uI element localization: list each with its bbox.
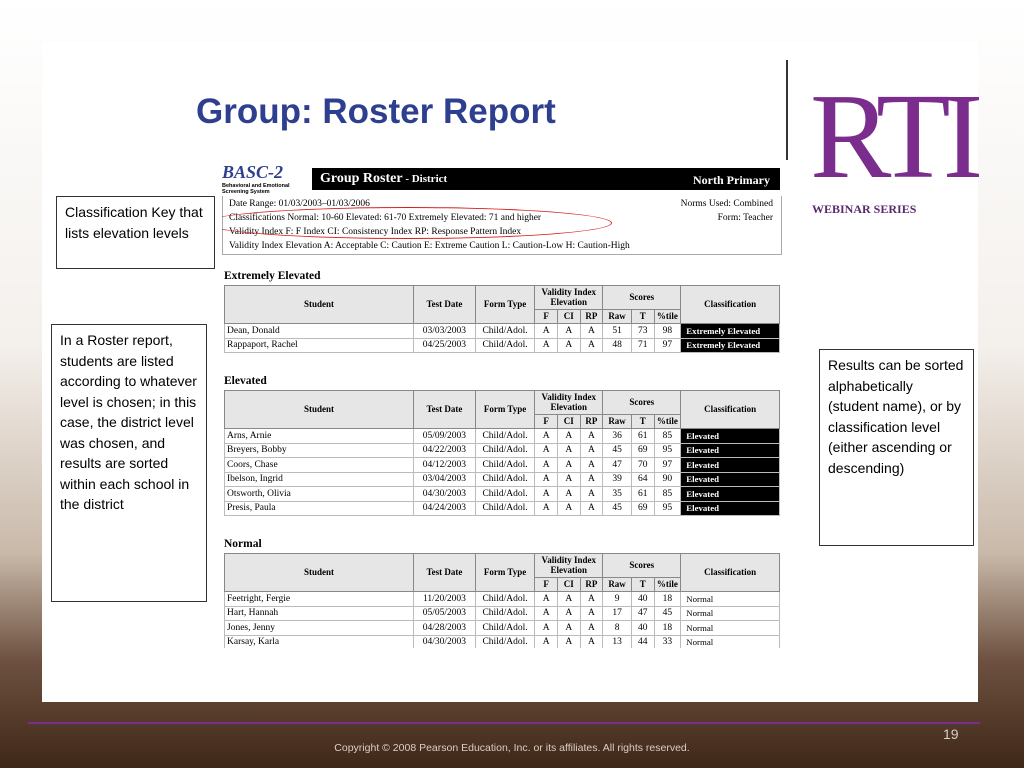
validity-ci: A	[557, 443, 580, 458]
validity-f: A	[535, 458, 558, 473]
page-number: 19	[943, 726, 959, 742]
table-header-row	[225, 554, 780, 578]
classification-badge: Normal	[681, 635, 780, 648]
validity-ci: A	[557, 501, 580, 516]
score-t: 69	[631, 501, 654, 516]
score-t: 64	[631, 472, 654, 487]
score-percentile: 18	[654, 592, 681, 607]
student-name: Rappaport, Rachel	[225, 338, 414, 353]
form-type: Child/Adol.	[475, 635, 535, 648]
col-validity: Validity Index Elevation	[535, 391, 603, 415]
classification-badge: Elevated	[681, 501, 780, 516]
table-row	[225, 472, 780, 487]
validity-ci: A	[557, 324, 580, 339]
col-t: T	[631, 415, 654, 429]
classification-badge: Normal	[681, 606, 780, 621]
validity-ci: A	[557, 458, 580, 473]
brand-subtitle: Behavioral and Emotional Screening System	[222, 183, 290, 196]
form-type: Child/Adol.	[475, 487, 535, 502]
score-raw: 8	[603, 621, 632, 636]
validity-rp: A	[580, 443, 603, 458]
section-title: Extremely Elevated	[224, 270, 321, 282]
validity-rp: A	[580, 338, 603, 353]
score-raw: 45	[603, 501, 632, 516]
validity-index-key: Validity Index F: F Index CI: Consistency Index RP: Response Pattern Index	[229, 227, 522, 237]
col-f: F	[535, 415, 558, 429]
validity-f: A	[535, 443, 558, 458]
student-name: Karsay, Karla	[225, 635, 414, 648]
col-validity: Validity Index Elevation	[535, 286, 603, 310]
col-pct: %tile	[654, 415, 681, 429]
col-f: F	[535, 578, 558, 592]
brand-name: BASC-2	[222, 163, 284, 182]
roster-report	[222, 163, 782, 648]
test-date: 04/30/2003	[414, 635, 476, 648]
banner-title	[320, 171, 447, 187]
form-type: Child/Adol.	[475, 592, 535, 607]
col-rp: RP	[580, 578, 603, 592]
score-raw: 48	[603, 338, 632, 353]
form-type: Child/Adol.	[475, 443, 535, 458]
validity-rp: A	[580, 472, 603, 487]
classification-badge: Extremely Elevated	[681, 338, 780, 353]
validity-rp: A	[580, 635, 603, 648]
test-date: 03/04/2003	[414, 472, 476, 487]
score-t: 44	[631, 635, 654, 648]
form-type: Child/Adol.	[475, 472, 535, 487]
test-date: 04/22/2003	[414, 443, 476, 458]
col-ci: CI	[557, 415, 580, 429]
validity-f: A	[535, 324, 558, 339]
validity-ci: A	[557, 472, 580, 487]
test-date: 04/24/2003	[414, 501, 476, 516]
test-date: 04/28/2003	[414, 621, 476, 636]
col-rp: RP	[580, 415, 603, 429]
roster-table	[224, 285, 780, 353]
table-row	[225, 338, 780, 353]
validity-rp: A	[580, 324, 603, 339]
form-type: Child/Adol.	[475, 324, 535, 339]
col-student: Student	[225, 391, 414, 429]
col-classification: Classification	[681, 391, 780, 429]
score-percentile: 97	[654, 338, 681, 353]
score-t: 40	[631, 621, 654, 636]
score-percentile: 33	[654, 635, 681, 648]
form-type: Child/Adol.	[475, 338, 535, 353]
test-date: 11/20/2003	[414, 592, 476, 607]
col-raw: Raw	[603, 310, 632, 324]
validity-ci: A	[557, 621, 580, 636]
validity-f: A	[535, 338, 558, 353]
score-t: 71	[631, 338, 654, 353]
validity-f: A	[535, 592, 558, 607]
col-test-date: Test Date	[414, 286, 476, 324]
score-percentile: 85	[654, 429, 681, 444]
classification-badge: Elevated	[681, 429, 780, 444]
col-validity: Validity Index Elevation	[535, 554, 603, 578]
col-pct: %tile	[654, 310, 681, 324]
highlight-oval	[222, 207, 612, 239]
report-banner	[312, 168, 780, 190]
score-raw: 17	[603, 606, 632, 621]
student-name: Feetright, Fergie	[225, 592, 414, 607]
banner-title-text: Group Roster	[320, 171, 403, 186]
classification-badge: Elevated	[681, 472, 780, 487]
classification-badge: Elevated	[681, 487, 780, 502]
test-date: 04/25/2003	[414, 338, 476, 353]
score-t: 61	[631, 429, 654, 444]
section-title: Elevated	[224, 375, 267, 387]
col-test-date: Test Date	[414, 391, 476, 429]
validity-rp: A	[580, 621, 603, 636]
score-t: 47	[631, 606, 654, 621]
table-row	[225, 458, 780, 473]
student-name: Breyers, Bobby	[225, 443, 414, 458]
classification-badge: Elevated	[681, 458, 780, 473]
validity-f: A	[535, 501, 558, 516]
table-row	[225, 501, 780, 516]
validity-ci: A	[557, 338, 580, 353]
student-name: Arns, Arnie	[225, 429, 414, 444]
col-raw: Raw	[603, 578, 632, 592]
table-row	[225, 635, 780, 648]
validity-ci: A	[557, 592, 580, 607]
score-raw: 45	[603, 443, 632, 458]
col-test-date: Test Date	[414, 554, 476, 592]
col-raw: Raw	[603, 415, 632, 429]
score-t: 73	[631, 324, 654, 339]
score-percentile: 85	[654, 487, 681, 502]
student-name: Ibelson, Ingrid	[225, 472, 414, 487]
test-date: 03/03/2003	[414, 324, 476, 339]
score-percentile: 45	[654, 606, 681, 621]
norms-used: Norms Used: Combined	[680, 199, 773, 209]
score-percentile: 90	[654, 472, 681, 487]
score-percentile: 97	[654, 458, 681, 473]
validity-f: A	[535, 635, 558, 648]
classification-badge: Extremely Elevated	[681, 324, 780, 339]
callout-sorting: Results can be sorted alphabetically (student name), or by classification level (either ascending or descending)	[819, 349, 974, 546]
validity-f: A	[535, 621, 558, 636]
col-scores: Scores	[603, 391, 681, 415]
student-name: Hart, Hannah	[225, 606, 414, 621]
validity-f: A	[535, 606, 558, 621]
classification-badge: Normal	[681, 592, 780, 607]
score-raw: 36	[603, 429, 632, 444]
col-student: Student	[225, 286, 414, 324]
score-raw: 35	[603, 487, 632, 502]
table-row	[225, 487, 780, 502]
score-percentile: 98	[654, 324, 681, 339]
test-date: 05/09/2003	[414, 429, 476, 444]
table-header-row	[225, 391, 780, 415]
validity-rp: A	[580, 606, 603, 621]
callout-classification-key: Classification Key that lists elevation levels	[56, 196, 215, 269]
score-raw: 39	[603, 472, 632, 487]
roster-table	[224, 553, 780, 648]
score-percentile: 95	[654, 443, 681, 458]
table-header-row	[225, 286, 780, 310]
validity-rp: A	[580, 458, 603, 473]
classifications-key: Classifications Normal: 10-60 Elevated: 61-70 Extremely Elevated: 71 and higher	[229, 213, 542, 223]
validity-rp: A	[580, 429, 603, 444]
score-t: 61	[631, 487, 654, 502]
student-name: Coors, Chase	[225, 458, 414, 473]
col-rp: RP	[580, 310, 603, 324]
page-title: Group: Roster Report	[196, 92, 556, 131]
score-t: 69	[631, 443, 654, 458]
col-classification: Classification	[681, 554, 780, 592]
form-type: Child/Adol.	[475, 458, 535, 473]
col-t: T	[631, 310, 654, 324]
logo-caption: WEBINAR SERIES	[812, 202, 917, 216]
col-scores: Scores	[603, 286, 681, 310]
score-percentile: 18	[654, 621, 681, 636]
validity-rp: A	[580, 501, 603, 516]
table-row	[225, 429, 780, 444]
student-name: Dean, Donald	[225, 324, 414, 339]
validity-ci: A	[557, 606, 580, 621]
roster-table	[224, 390, 780, 516]
score-raw: 9	[603, 592, 632, 607]
score-raw: 51	[603, 324, 632, 339]
col-form-type: Form Type	[475, 554, 535, 592]
table-row	[225, 324, 780, 339]
validity-ci: A	[557, 635, 580, 648]
rti-logo	[806, 69, 976, 222]
score-t: 70	[631, 458, 654, 473]
banner-subtitle: - District	[402, 173, 448, 185]
table-row	[225, 443, 780, 458]
footer-rule	[28, 722, 980, 724]
col-t: T	[631, 578, 654, 592]
col-form-type: Form Type	[475, 286, 535, 324]
col-f: F	[535, 310, 558, 324]
score-t: 40	[631, 592, 654, 607]
validity-f: A	[535, 472, 558, 487]
form-type: Child/Adol.	[475, 606, 535, 621]
section-title: Normal	[224, 538, 262, 550]
banner-school: North Primary	[693, 173, 770, 187]
basc-brand	[222, 163, 312, 196]
form-type-info: Form: Teacher	[717, 213, 773, 223]
copyright: Copyright © 2008 Pearson Education, Inc. or its affiliates. All rights reserved.	[334, 742, 690, 754]
form-type: Child/Adol.	[475, 621, 535, 636]
validity-ci: A	[557, 429, 580, 444]
validity-f: A	[535, 487, 558, 502]
validity-rp: A	[580, 487, 603, 502]
score-percentile: 95	[654, 501, 681, 516]
validity-f: A	[535, 429, 558, 444]
validity-elevation-key: Validity Index Elevation A: Acceptable C: Caution E: Extreme Caution L: Caution-Low H: Caution-High	[229, 241, 630, 251]
classification-badge: Elevated	[681, 443, 780, 458]
score-raw: 13	[603, 635, 632, 648]
test-date: 04/12/2003	[414, 458, 476, 473]
test-date: 04/30/2003	[414, 487, 476, 502]
form-type: Child/Adol.	[475, 501, 535, 516]
col-classification: Classification	[681, 286, 780, 324]
form-type: Child/Adol.	[475, 429, 535, 444]
col-form-type: Form Type	[475, 391, 535, 429]
col-ci: CI	[557, 310, 580, 324]
table-row	[225, 592, 780, 607]
rti-logo-letters: RTI	[810, 69, 976, 204]
col-ci: CI	[557, 578, 580, 592]
table-row	[225, 621, 780, 636]
student-name: Presis, Paula	[225, 501, 414, 516]
table-row	[225, 606, 780, 621]
col-pct: %tile	[654, 578, 681, 592]
validity-ci: A	[557, 487, 580, 502]
logo-divider	[786, 60, 788, 160]
score-raw: 47	[603, 458, 632, 473]
callout-roster-levels: In a Roster report, students are listed according to whatever level is chosen; in this case, the district level was chosen, and results are sorted within each school in the district	[51, 324, 207, 602]
validity-rp: A	[580, 592, 603, 607]
student-name: Jones, Jenny	[225, 621, 414, 636]
col-student: Student	[225, 554, 414, 592]
classification-badge: Normal	[681, 621, 780, 636]
student-name: Otsworth, Olivia	[225, 487, 414, 502]
date-range: Date Range: 01/03/2003–01/03/2006	[229, 199, 370, 209]
col-scores: Scores	[603, 554, 681, 578]
test-date: 05/05/2003	[414, 606, 476, 621]
